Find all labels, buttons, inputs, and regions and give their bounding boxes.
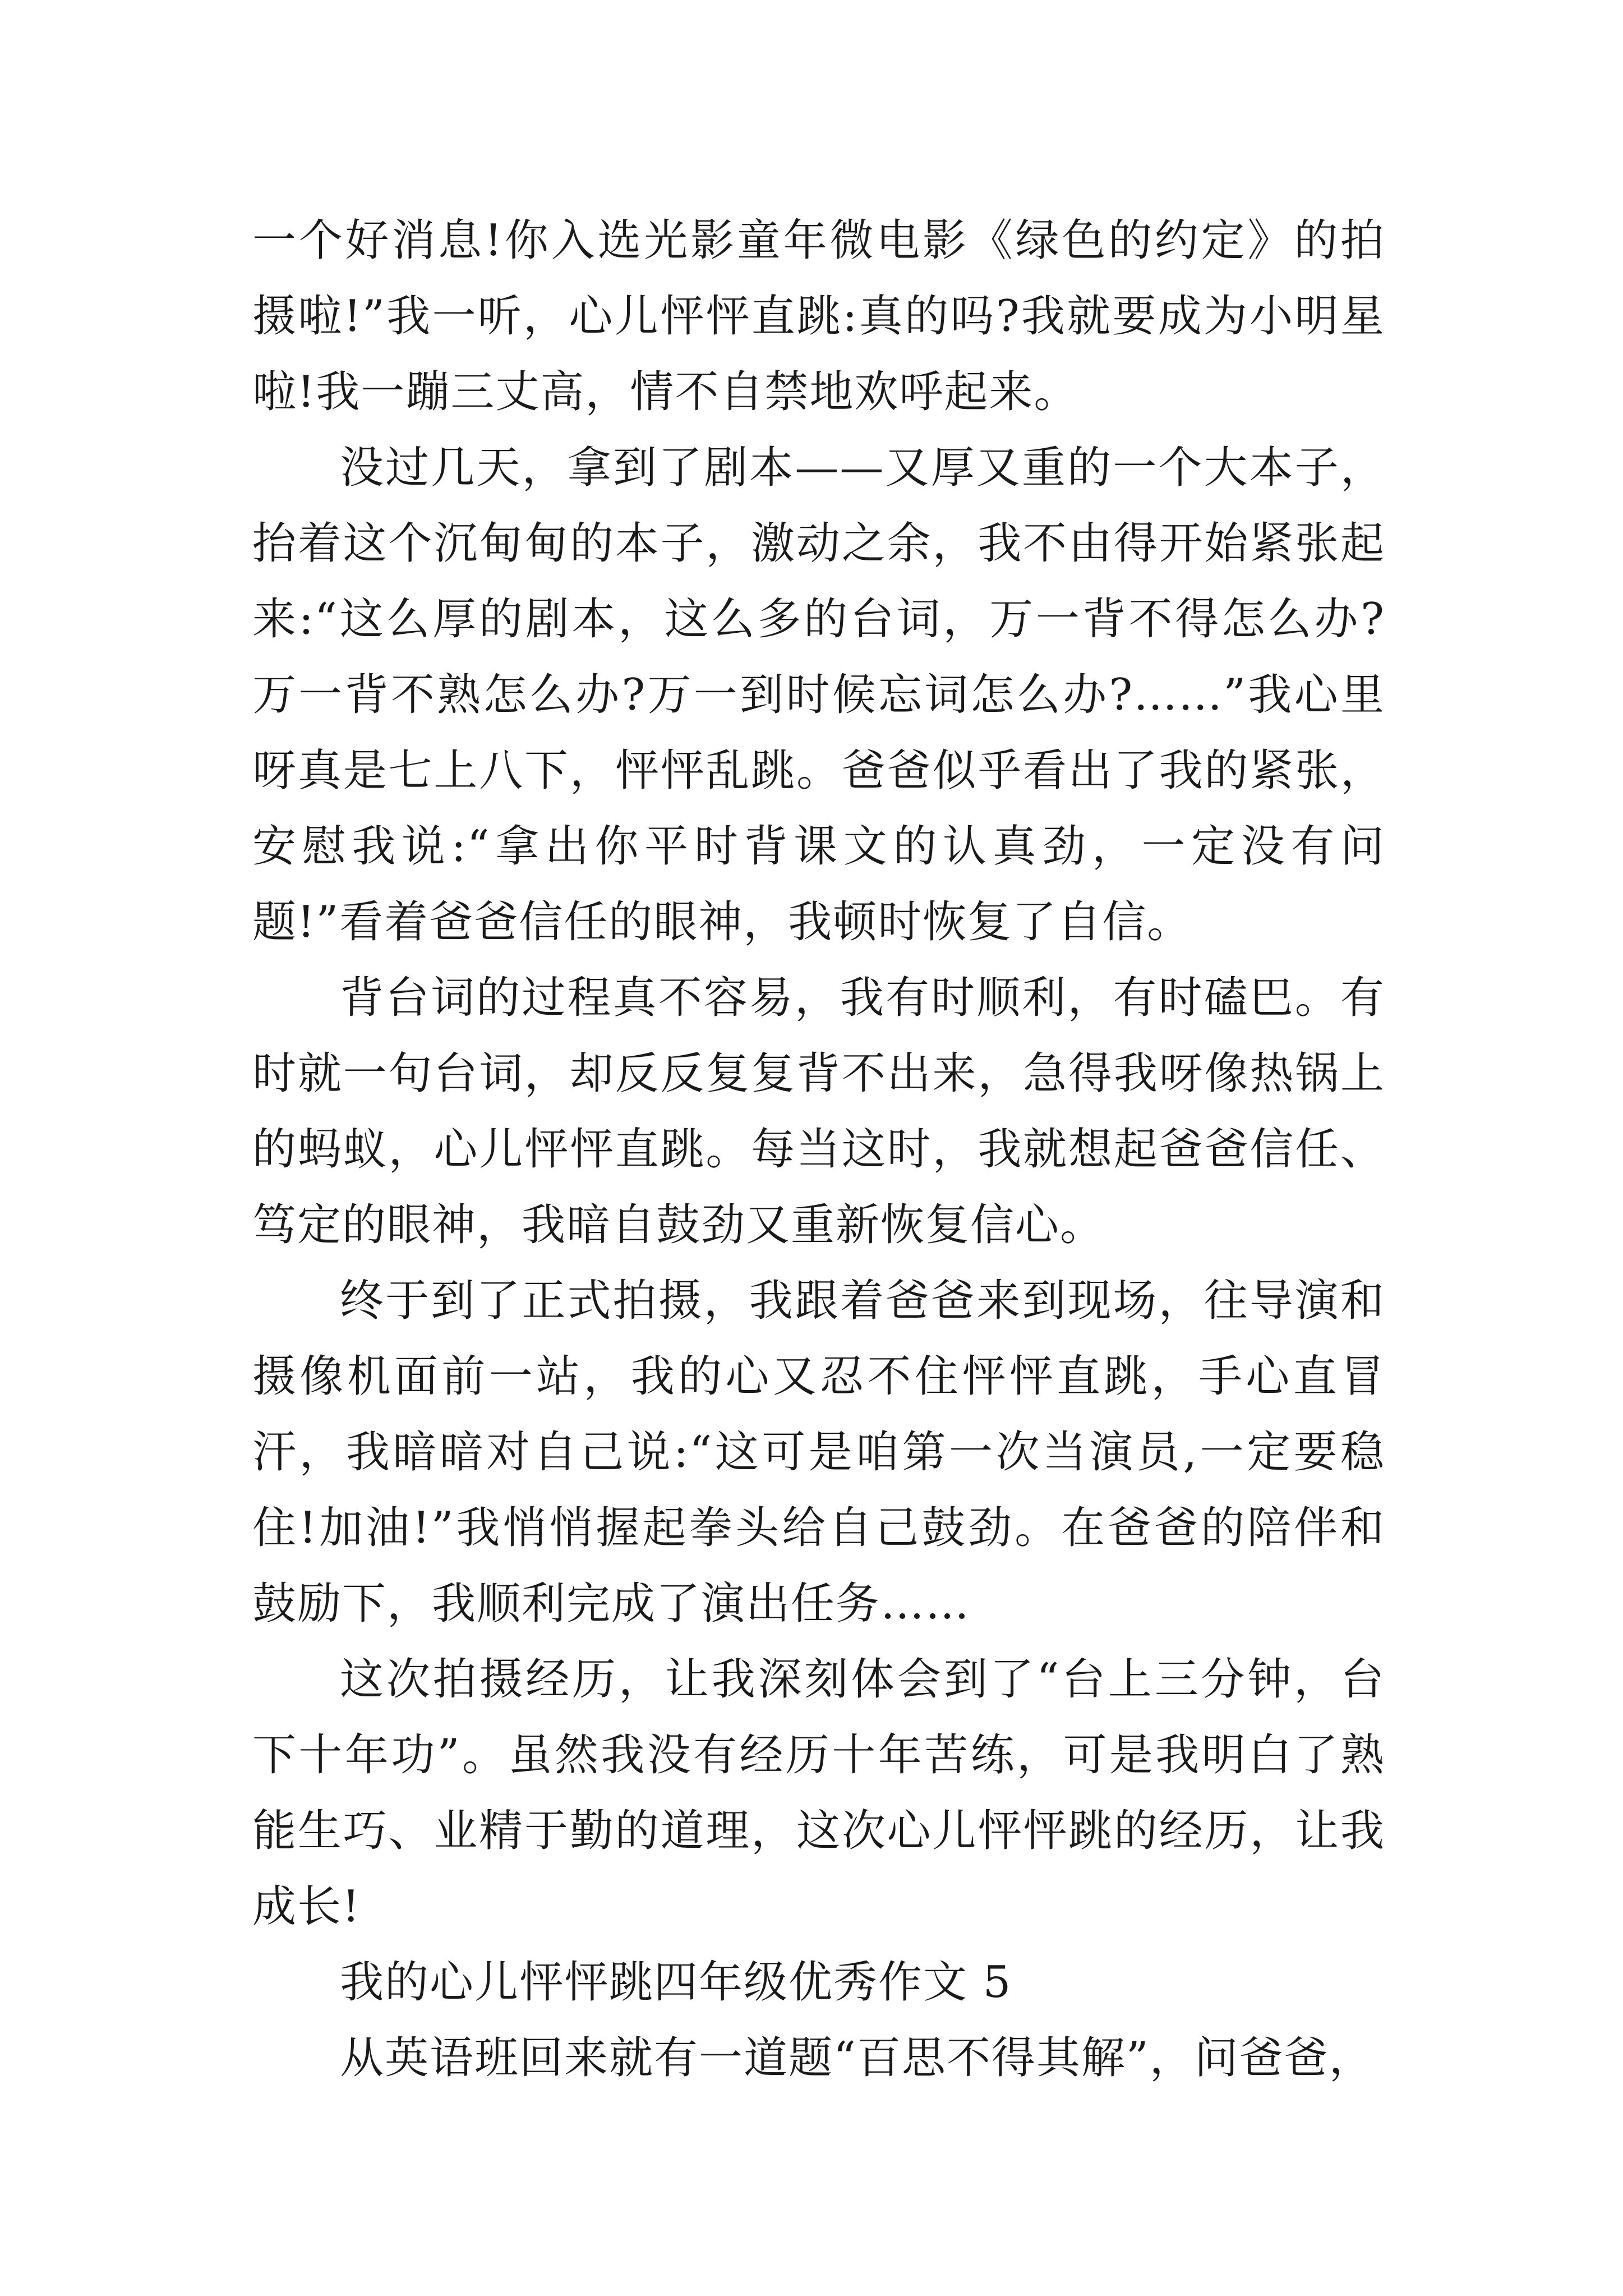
paragraph-5: 这次拍摄经历，让我深刻体会到了“台上三分钟，台下十年功”。虽然我没有经历十年苦练，可是我明白了熟能生巧、业精于勤的道理，这次心儿怦怦跳的经历，让我成长! <box>252 1654 1385 1932</box>
essay-body <box>252 203 1385 2096</box>
essay-heading: 我的心儿怦怦跳四年级优秀作文 5 <box>340 1957 1012 2008</box>
paragraph-4: 终于到了正式拍摄，我跟着爸爸来到现场，往导演和摄像机面前一站，我的心又忍不住怦怦直跳，手心直冒汗，我暗暗对自己说:“这可是咱第一次当演员,一定要稳住!加油!”我悄悄握起拳头给自己鼓劲。在爸爸的陪伴和鼓励下，我顺利完成了演出任务…… <box>252 1276 1385 1629</box>
paragraph-3: 背台词的过程真不容易，我有时顺利，有时磕巴。有时就一句台词，却反反复复背不出来，急得我呀像热锅上的蚂蚁，心儿怦怦直跳。每当这时，我就想起爸爸信任、笃定的眼神，我暗自鼓劲又重新恢复信心。 <box>252 973 1385 1250</box>
paragraph-2: 没过几天，拿到了剧本——又厚又重的一个大本子，抬着这个沉甸甸的本子，激动之余，我不由得开始紧张起来:“这么厚的剧本，这么多的台词，万一背不得怎么办?万一背不熟怎么办?万一到时候忘词怎么办?……”我心里呀真是七上八下，怦怦乱跳。爸爸似乎看出了我的紧张，安慰我说:“拿出你平时背课文的认真劲，一定没有问题!”看着爸爸信任的眼神，我顿时恢复了自信。 <box>252 443 1385 947</box>
paragraph-6: 从英语班回来就有一道题“百思不得其解”，问爸爸， <box>340 2033 1374 2083</box>
paragraph-1: 一个好消息!你入选光影童年微电影《绿色的约定》的拍摄啦!”我一听，心儿怦怦直跳:真的吗?我就要成为小明星啦!我一蹦三丈高，情不自禁地欢呼起来。 <box>252 215 1385 417</box>
